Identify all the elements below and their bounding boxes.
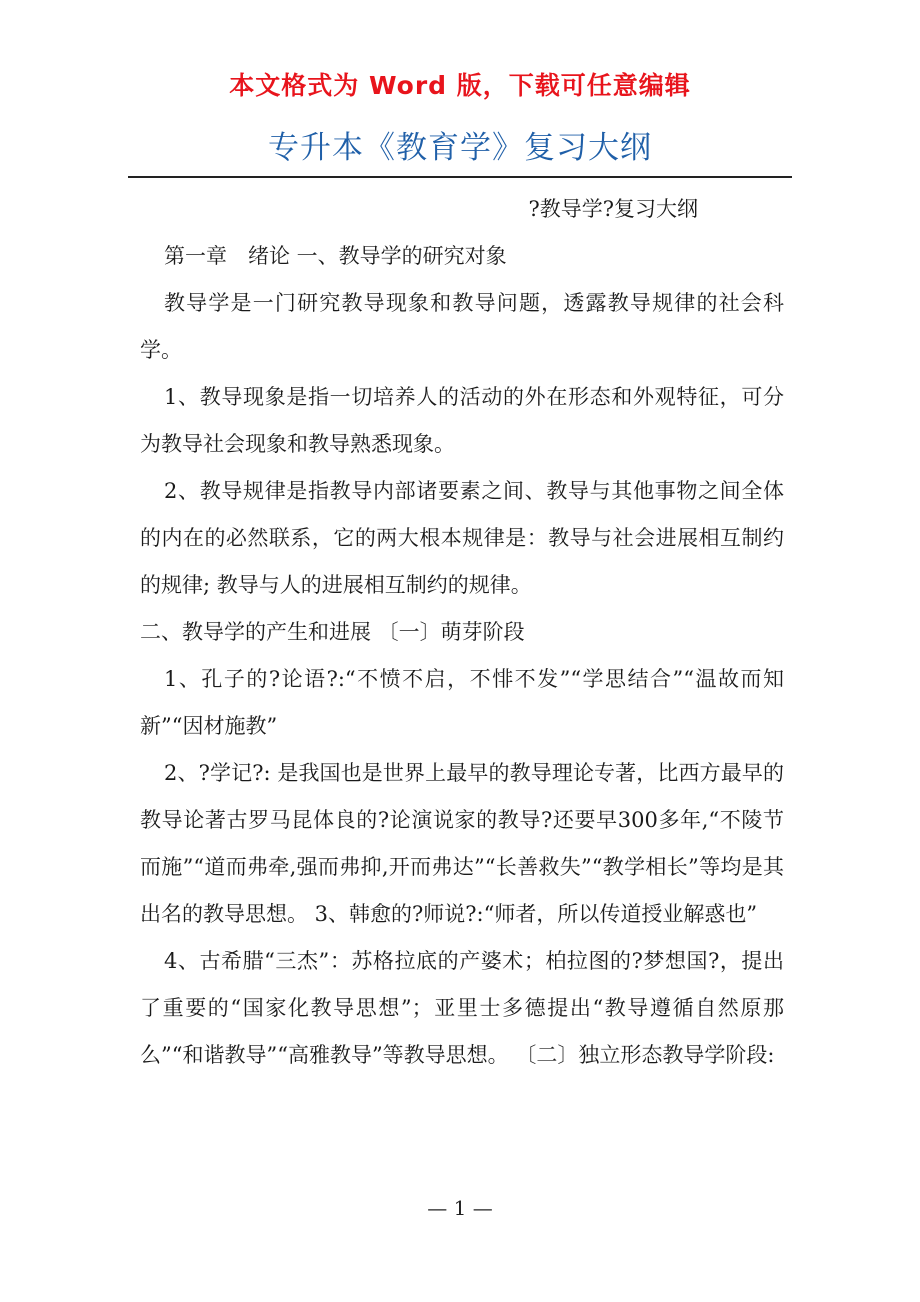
paragraph-chapter-heading: 第一章 绪论 一、教导学的研究对象 (164, 244, 507, 268)
document-body (140, 186, 784, 1079)
paragraph-greece: 4、古希腊“三杰”：苏格拉底的产婆术；柏拉图的?梦想国?，提出了重要的“国家化教导思想”；亚里士多德提出“教导遵循自然原那么”“和谐教导”“高雅教导”等教导思想。 〔二〕独立形态教导学阶段: (140, 949, 784, 1067)
paragraph-xueji: 2、?学记?: 是我国也是世界上最早的教导理论专著，比西方最早的教导论著古罗马昆体良的?论演说家的教导?还要早300多年,“不陵节而施”“道而弗牵,强而弗抑,开而弗达”“长善救失”“教学相长”等均是其出名的教导思想。 3、韩愈的?师说?:“师者，所以传道授业解惑也” (140, 761, 784, 926)
paragraph-section-two: 二、教导学的产生和进展 〔一〕萌芽阶段 (140, 620, 525, 644)
paragraph-phenomena: 1、教导现象是指一切培养人的活动的外在形态和外观特征，可分为教导社会现象和教导熟悉现象。 (140, 385, 784, 456)
paragraph-definition: 教导学是一门研究教导现象和教导问题，透露教导规律的社会科学。 (140, 291, 784, 362)
paragraph-laws: 2、教导规律是指教导内部诸要素之间、教导与其他事物之间全体的内在的必然联系，它的两大根本规律是：教导与社会进展相互制约的规律; 教导与人的进展相互制约的规律。 (140, 479, 784, 597)
page-number: — 1 — (427, 1196, 493, 1220)
paragraph-confucius: 1、孔子的?论语?:“不愤不启，不悱不发”“学思结合”“温故而知新”“因材施教” (140, 667, 784, 738)
format-notice: 本文格式为 Word 版，下载可任意编辑 (229, 71, 691, 100)
title-divider (128, 176, 792, 178)
document-title: 专升本《教育学》复习大纲 (268, 130, 652, 166)
outline-subtitle: ?教导学?复习大纲 (528, 197, 698, 221)
